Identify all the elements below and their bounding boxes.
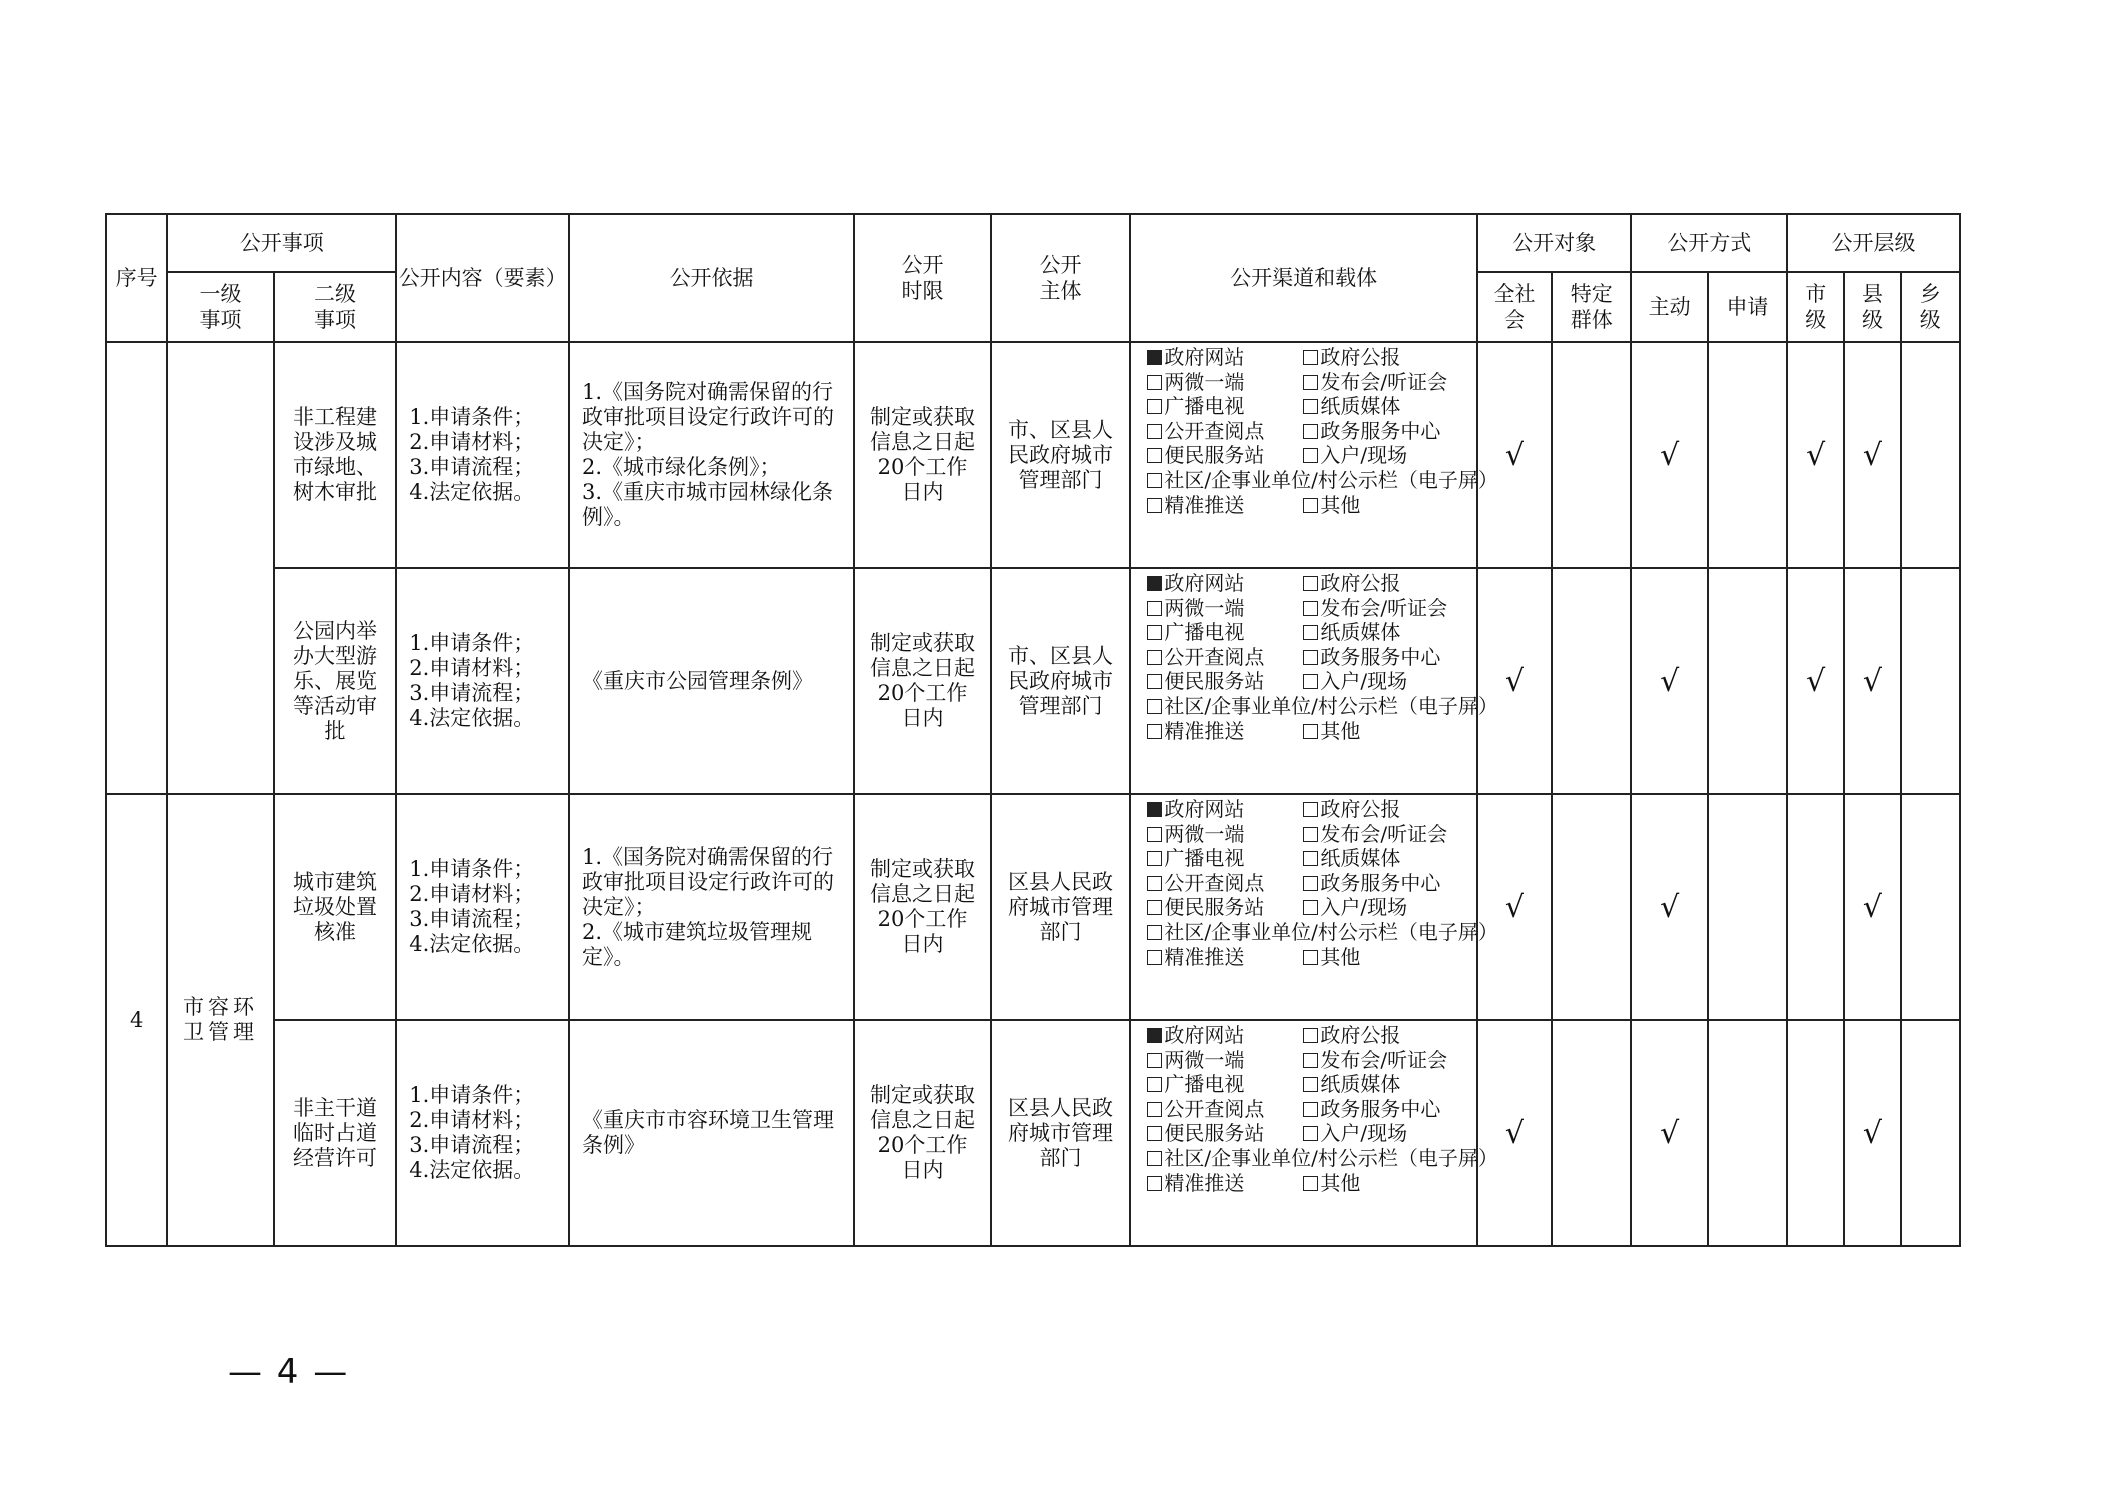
channels-cell <box>1130 568 1498 794</box>
channel-option <box>1303 370 1447 395</box>
channel-label: 精准推送 <box>1164 492 1245 517</box>
channel-label: 政府网站 <box>1164 345 1245 369</box>
channel-label: 广播电视 <box>1164 846 1245 871</box>
channel-label: 入户/现场 <box>1320 895 1408 920</box>
channel-label: 政府网站 <box>1164 797 1245 821</box>
channel-option <box>1303 571 1400 596</box>
check-specific <box>1552 568 1631 794</box>
channel-option <box>1147 443 1303 468</box>
table-row <box>106 794 1960 1020</box>
disclosure-table <box>105 213 1961 1247</box>
check-town <box>1901 568 1960 794</box>
content-line: 2.申请材料； <box>409 1108 535 1132</box>
check-city <box>1787 1020 1844 1246</box>
header-level-town: 乡级 <box>1901 272 1960 342</box>
channel-label: 两微一端 <box>1164 595 1245 620</box>
table-body <box>106 342 1960 1246</box>
header-mode-group: 公开方式 <box>1631 214 1787 272</box>
unchecked-box-icon <box>1303 724 1318 739</box>
channel-option <box>1147 620 1303 645</box>
unchecked-box-icon <box>1147 601 1162 616</box>
channel-label: 其他 <box>1320 944 1361 969</box>
channel-option <box>1303 1048 1447 1073</box>
basis-line: 1.《国务院对确需保留的行政审批项目设定行政许可的决定》； <box>581 380 834 454</box>
channel-line <box>1147 1023 1475 1048</box>
check-active: √ <box>1631 794 1707 1020</box>
channel-label: 便民服务站 <box>1164 895 1265 920</box>
unchecked-box-icon <box>1303 576 1318 591</box>
channel-line <box>1147 443 1475 468</box>
channel-option <box>1147 645 1303 670</box>
period-cell: 制定或获取信息之日起20个工作日内 <box>854 342 991 568</box>
channel-option <box>1147 394 1303 419</box>
basis-line: 1.《国务院对确需保留的行政审批项目设定行政许可的决定》； <box>581 844 834 919</box>
channel-label: 政务服务中心 <box>1320 644 1441 669</box>
level2-cell: 公园内举办大型游乐、展览等活动审批 <box>274 568 397 794</box>
channel-label: 社区/企事业单位/村公示栏（电子屏） <box>1164 919 1498 944</box>
channel-option <box>1303 846 1400 871</box>
channel-label: 发布会/听证会 <box>1320 821 1448 846</box>
channel-option <box>1147 945 1303 970</box>
channel-line <box>1147 419 1475 444</box>
check-specific <box>1552 794 1631 1020</box>
unchecked-box-icon <box>1303 1102 1318 1117</box>
channel-label: 发布会/听证会 <box>1320 595 1448 620</box>
unchecked-box-icon <box>1147 498 1162 513</box>
check-town <box>1901 342 1960 568</box>
channel-option <box>1303 345 1400 370</box>
channel-label: 政府公报 <box>1320 571 1401 595</box>
channel-line <box>1147 846 1475 871</box>
check-apply <box>1708 794 1787 1020</box>
basis-cell <box>569 568 854 794</box>
channel-label: 公开查阅点 <box>1164 418 1265 443</box>
channel-line <box>1147 693 1498 719</box>
subject-cell: 市、区县人民政府城市管理部门 <box>991 568 1131 794</box>
content-line: 4.法定依据。 <box>409 706 535 730</box>
checked-box-icon <box>1147 350 1162 365</box>
unchecked-box-icon <box>1147 1053 1162 1068</box>
content-line: 4.法定依据。 <box>409 480 535 504</box>
channel-option <box>1147 419 1303 444</box>
channel-label: 政府公报 <box>1320 1023 1401 1047</box>
unchecked-box-icon <box>1147 827 1162 842</box>
content-line: 3.申请流程； <box>409 907 535 931</box>
unchecked-box-icon <box>1147 625 1162 640</box>
unchecked-box-icon <box>1147 1151 1162 1166</box>
unchecked-box-icon <box>1303 1126 1318 1141</box>
level1-cell <box>167 342 273 794</box>
table-row <box>106 342 1960 568</box>
channel-option <box>1147 1171 1303 1196</box>
channel-option <box>1303 394 1400 419</box>
basis-cell <box>569 342 854 568</box>
unchecked-box-icon <box>1147 724 1162 739</box>
channel-option <box>1303 443 1407 468</box>
unchecked-box-icon <box>1147 650 1162 665</box>
channel-option <box>1303 669 1407 694</box>
channel-option <box>1147 596 1303 621</box>
content-line: 2.申请材料； <box>409 656 535 680</box>
basis-line: 3.《重庆市城市园林绿化条例》。 <box>581 480 833 529</box>
channel-label: 入户/现场 <box>1320 443 1408 468</box>
channel-label: 便民服务站 <box>1164 1121 1265 1146</box>
check-all: √ <box>1477 794 1552 1020</box>
channel-line <box>1147 571 1475 596</box>
unchecked-box-icon <box>1303 827 1318 842</box>
header-level-group: 公开层级 <box>1787 214 1960 272</box>
check-all: √ <box>1477 1020 1552 1246</box>
check-apply <box>1708 568 1787 794</box>
channel-option <box>1303 822 1447 847</box>
unchecked-box-icon <box>1303 650 1318 665</box>
level2-cell: 非工程建设涉及城市绿地、树木审批 <box>274 342 397 568</box>
channel-option <box>1303 1171 1360 1196</box>
header-content: 公开内容（要素） <box>396 214 569 342</box>
channel-line <box>1147 620 1475 645</box>
unchecked-box-icon <box>1303 1053 1318 1068</box>
content-cell <box>396 1020 569 1246</box>
basis-cell <box>569 794 854 1020</box>
channel-option <box>1147 345 1303 370</box>
channel-line <box>1147 596 1475 621</box>
header-target-group: 公开对象 <box>1477 214 1632 272</box>
channels-cell <box>1130 1020 1498 1246</box>
channel-option <box>1303 945 1360 970</box>
channel-option <box>1147 895 1303 920</box>
channel-option <box>1147 1023 1303 1048</box>
header-channels: 公开渠道和载体 <box>1130 214 1476 342</box>
unchecked-box-icon <box>1303 625 1318 640</box>
channel-option <box>1303 1023 1400 1048</box>
content-cell <box>396 342 569 568</box>
unchecked-box-icon <box>1303 1176 1318 1191</box>
channel-option <box>1303 419 1440 444</box>
table-row <box>106 1020 1960 1246</box>
header-target-all: 全社会 <box>1477 272 1552 342</box>
header-items-group: 公开事项 <box>167 214 396 272</box>
content-line: 3.申请流程； <box>409 1133 535 1157</box>
channel-option <box>1147 571 1303 596</box>
channel-line <box>1147 1171 1475 1196</box>
channel-option <box>1147 694 1497 719</box>
subject-cell: 区县人民政府城市管理部门 <box>991 794 1131 1020</box>
channel-option <box>1303 596 1447 621</box>
channel-option <box>1147 797 1303 822</box>
channel-option <box>1147 871 1303 896</box>
channel-label: 社区/企事业单位/村公示栏（电子屏） <box>1164 693 1498 718</box>
header-mode-apply: 申请 <box>1708 272 1787 342</box>
content-line: 2.申请材料； <box>409 882 535 906</box>
header-basis: 公开依据 <box>569 214 854 342</box>
unchecked-box-icon <box>1147 900 1162 915</box>
channel-line <box>1147 1072 1475 1097</box>
unchecked-box-icon <box>1147 851 1162 866</box>
channel-line <box>1147 394 1475 419</box>
unchecked-box-icon <box>1303 900 1318 915</box>
channel-option <box>1147 920 1497 945</box>
unchecked-box-icon <box>1303 375 1318 390</box>
content-line: 3.申请流程； <box>409 681 535 705</box>
period-cell: 制定或获取信息之日起20个工作日内 <box>854 1020 991 1246</box>
channel-line <box>1147 1048 1475 1073</box>
unchecked-box-icon <box>1147 1102 1162 1117</box>
unchecked-box-icon <box>1303 399 1318 414</box>
channel-label: 入户/现场 <box>1320 1121 1408 1146</box>
channel-line <box>1147 1121 1475 1146</box>
level1-cell: 市容环卫管理 <box>167 794 273 1246</box>
channel-line <box>1147 493 1475 518</box>
level2-cell: 非主干道临时占道经营许可 <box>274 1020 397 1246</box>
subject-cell: 区县人民政府城市管理部门 <box>991 1020 1131 1246</box>
unchecked-box-icon <box>1147 1176 1162 1191</box>
channel-line <box>1147 719 1475 744</box>
header-period: 公开时限 <box>854 214 991 342</box>
unchecked-box-icon <box>1303 350 1318 365</box>
channel-label: 两微一端 <box>1164 821 1245 846</box>
channel-line <box>1147 370 1475 395</box>
channel-option <box>1147 1072 1303 1097</box>
channel-label: 政府公报 <box>1320 797 1401 821</box>
channel-label: 便民服务站 <box>1164 443 1265 468</box>
channel-label: 精准推送 <box>1164 944 1245 969</box>
unchecked-box-icon <box>1303 876 1318 891</box>
channel-line <box>1147 822 1475 847</box>
channel-option <box>1147 1048 1303 1073</box>
check-city: √ <box>1787 568 1844 794</box>
content-cell <box>396 794 569 1020</box>
channel-option <box>1147 1121 1303 1146</box>
channel-option <box>1303 1072 1400 1097</box>
channel-label: 其他 <box>1320 718 1361 743</box>
channel-label: 政务服务中心 <box>1320 870 1441 895</box>
channel-label: 两微一端 <box>1164 1047 1245 1072</box>
content-line: 1.申请条件； <box>409 631 535 655</box>
header-level2: 二级事项 <box>274 272 397 342</box>
channel-label: 纸质媒体 <box>1320 620 1401 645</box>
level2-cell: 城市建筑垃圾处置核准 <box>274 794 397 1020</box>
channel-option <box>1303 645 1440 670</box>
check-county: √ <box>1844 342 1900 568</box>
checked-box-icon <box>1147 1028 1162 1043</box>
check-city: √ <box>1787 342 1844 568</box>
unchecked-box-icon <box>1147 424 1162 439</box>
channel-option <box>1147 719 1303 744</box>
channel-line <box>1147 895 1475 920</box>
check-all: √ <box>1477 342 1552 568</box>
unchecked-box-icon <box>1303 1028 1318 1043</box>
unchecked-box-icon <box>1147 876 1162 891</box>
basis-cell <box>569 1020 854 1246</box>
channels-cell <box>1130 794 1498 1020</box>
channel-option <box>1303 1121 1407 1146</box>
seq-cell: 4 <box>106 794 167 1246</box>
checked-box-icon <box>1147 802 1162 817</box>
content-line: 3.申请流程； <box>409 455 535 479</box>
channel-line <box>1147 945 1475 970</box>
check-all: √ <box>1477 568 1552 794</box>
channel-option <box>1303 797 1400 822</box>
check-city <box>1787 794 1844 1020</box>
channel-label: 政府网站 <box>1164 1023 1245 1047</box>
subject-cell: 市、区县人民政府城市管理部门 <box>991 342 1131 568</box>
content-line: 2.申请材料； <box>409 430 535 454</box>
check-town <box>1901 794 1960 1020</box>
content-cell <box>396 568 569 794</box>
table-row <box>106 568 1960 794</box>
channel-label: 精准推送 <box>1164 1170 1245 1195</box>
channel-option <box>1147 1146 1497 1171</box>
unchecked-box-icon <box>1303 802 1318 817</box>
channel-label: 两微一端 <box>1164 369 1245 394</box>
channel-line <box>1147 871 1475 896</box>
channel-label: 公开查阅点 <box>1164 870 1265 895</box>
unchecked-box-icon <box>1147 399 1162 414</box>
check-county: √ <box>1844 794 1900 1020</box>
unchecked-box-icon <box>1303 448 1318 463</box>
channel-option <box>1147 493 1303 518</box>
basis-line: 《重庆市公园管理条例》 <box>581 668 813 693</box>
channel-line <box>1147 669 1475 694</box>
check-town <box>1901 1020 1960 1246</box>
header-level1: 一级事项 <box>167 272 273 342</box>
checked-box-icon <box>1147 576 1162 591</box>
channel-label: 广播电视 <box>1164 620 1245 645</box>
channel-option <box>1147 468 1497 493</box>
check-active: √ <box>1631 568 1707 794</box>
check-specific <box>1552 342 1631 568</box>
unchecked-box-icon <box>1147 1126 1162 1141</box>
unchecked-box-icon <box>1303 950 1318 965</box>
channel-option <box>1147 846 1303 871</box>
channel-label: 公开查阅点 <box>1164 1096 1265 1121</box>
channel-line <box>1147 345 1475 370</box>
check-county: √ <box>1844 568 1900 794</box>
content-line: 4.法定依据。 <box>409 932 535 956</box>
channel-label: 公开查阅点 <box>1164 644 1265 669</box>
seq-cell <box>106 342 167 794</box>
unchecked-box-icon <box>1147 674 1162 689</box>
channel-label: 政府公报 <box>1320 345 1401 369</box>
channel-label: 精准推送 <box>1164 718 1245 743</box>
unchecked-box-icon <box>1303 498 1318 513</box>
check-active: √ <box>1631 1020 1707 1246</box>
channel-option <box>1303 493 1360 518</box>
period-cell: 制定或获取信息之日起20个工作日内 <box>854 794 991 1020</box>
channel-label: 广播电视 <box>1164 1072 1245 1097</box>
channel-line <box>1147 467 1498 493</box>
unchecked-box-icon <box>1303 851 1318 866</box>
channel-option <box>1303 620 1400 645</box>
period-cell: 制定或获取信息之日起20个工作日内 <box>854 568 991 794</box>
channel-line <box>1147 1097 1475 1122</box>
channel-label: 纸质媒体 <box>1320 1072 1401 1097</box>
unchecked-box-icon <box>1147 1077 1162 1092</box>
channel-label: 广播电视 <box>1164 394 1245 419</box>
channel-label: 纸质媒体 <box>1320 394 1401 419</box>
basis-line: 2.《城市绿化条例》； <box>581 455 781 479</box>
unchecked-box-icon <box>1147 448 1162 463</box>
page-number: — 4 — <box>228 1352 350 1392</box>
channel-option <box>1147 370 1303 395</box>
check-specific <box>1552 1020 1631 1246</box>
unchecked-box-icon <box>1303 674 1318 689</box>
content-line: 4.法定依据。 <box>409 1158 535 1182</box>
unchecked-box-icon <box>1147 699 1162 714</box>
channel-label: 其他 <box>1320 1170 1361 1195</box>
channel-line <box>1147 919 1498 945</box>
check-apply <box>1708 1020 1787 1246</box>
unchecked-box-icon <box>1303 1077 1318 1092</box>
channel-label: 政务服务中心 <box>1320 1096 1441 1121</box>
channel-option <box>1303 719 1360 744</box>
channel-label: 其他 <box>1320 492 1361 517</box>
header-target-specific: 特定群体 <box>1552 272 1631 342</box>
header-level-county: 县级 <box>1844 272 1900 342</box>
channel-label: 纸质媒体 <box>1320 846 1401 871</box>
header-seq: 序号 <box>106 214 167 342</box>
channel-label: 发布会/听证会 <box>1320 369 1448 394</box>
channel-label: 政府网站 <box>1164 571 1245 595</box>
channel-option <box>1303 1097 1440 1122</box>
channel-option <box>1147 669 1303 694</box>
header-subject: 公开主体 <box>991 214 1131 342</box>
content-line: 1.申请条件； <box>409 1083 535 1107</box>
header-level-city: 市级 <box>1787 272 1844 342</box>
content-line: 1.申请条件； <box>409 405 535 429</box>
channel-line <box>1147 645 1475 670</box>
check-county: √ <box>1844 1020 1900 1246</box>
channel-label: 政务服务中心 <box>1320 418 1441 443</box>
channel-label: 入户/现场 <box>1320 669 1408 694</box>
channel-label: 社区/企事业单位/村公示栏（电子屏） <box>1164 467 1498 492</box>
channel-option <box>1303 871 1440 896</box>
unchecked-box-icon <box>1147 375 1162 390</box>
channel-line <box>1147 1145 1498 1171</box>
channel-label: 便民服务站 <box>1164 669 1265 694</box>
channel-label: 社区/企事业单位/村公示栏（电子屏） <box>1164 1145 1498 1170</box>
basis-line: 2.《城市建筑垃圾管理规定》。 <box>581 919 812 969</box>
check-active: √ <box>1631 342 1707 568</box>
channel-option <box>1147 822 1303 847</box>
channel-label: 发布会/听证会 <box>1320 1047 1448 1072</box>
check-apply <box>1708 342 1787 568</box>
unchecked-box-icon <box>1303 601 1318 616</box>
unchecked-box-icon <box>1147 473 1162 488</box>
unchecked-box-icon <box>1147 950 1162 965</box>
channel-option <box>1147 1097 1303 1122</box>
channel-option <box>1303 895 1407 920</box>
unchecked-box-icon <box>1303 424 1318 439</box>
content-line: 1.申请条件； <box>409 857 535 881</box>
channels-cell <box>1130 342 1498 568</box>
unchecked-box-icon <box>1147 925 1162 940</box>
basis-line: 《重庆市市容环境卫生管理条例》 <box>581 1108 834 1157</box>
channel-line <box>1147 797 1475 822</box>
header-mode-active: 主动 <box>1631 272 1707 342</box>
